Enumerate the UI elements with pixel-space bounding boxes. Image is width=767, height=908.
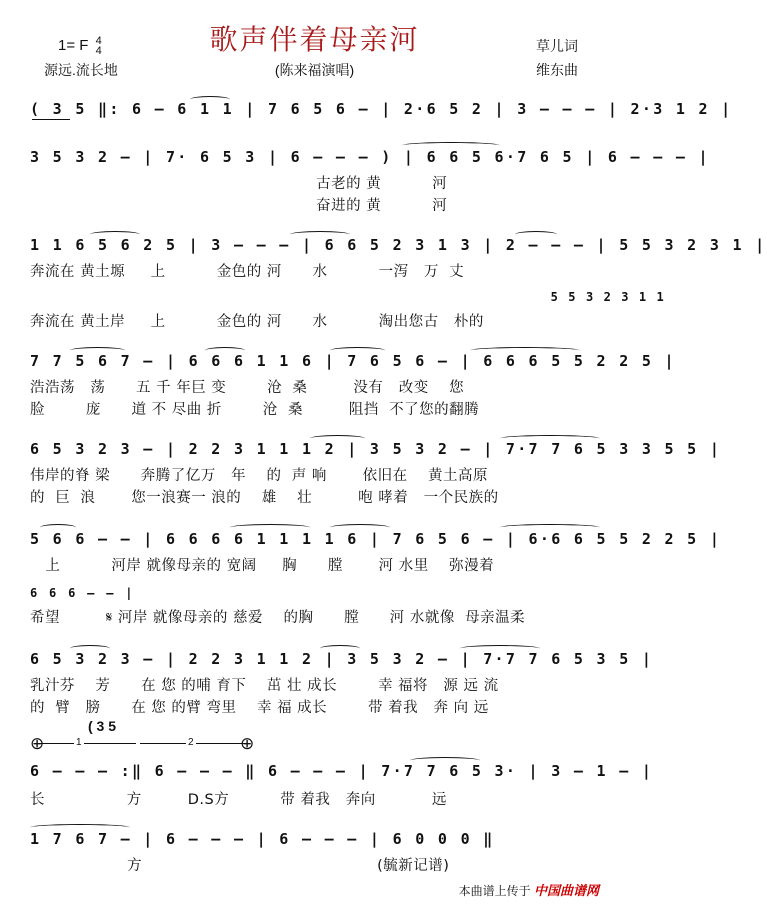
slur (330, 524, 390, 531)
notation-line: 6 5 3 2 3 – | 2 2 3 1 1 1 2 | 3 5 3 2 – | 7·7 7 6 5 3 3 5 5 | (30, 440, 722, 458)
slur (470, 347, 580, 354)
score-row-9 (30, 762, 654, 808)
source-label: 源远.流长地 (44, 62, 118, 78)
notation-line: ( 3 5 ‖: 6 – 6 1 1 | 7 6 5 6 – | 2·6 5 2 | 3 – – – | 2·3 1 2 | (30, 100, 733, 118)
slur (500, 435, 600, 442)
lyric-verse-1: 上 河岸 就像母亲的 宽阔 胸 膛 河 水里 弥漫着 (30, 558, 495, 574)
song-title: 歌声伴着母亲河 (209, 23, 420, 56)
site-logo[interactable]: 中国曲谱网 (533, 883, 599, 898)
singer-label: (陈来福演唱) (274, 62, 355, 78)
footer (459, 880, 599, 899)
lyric-verse-2: 奋进的 黄 河 (30, 198, 448, 214)
lyricist-label: 草儿词 (536, 38, 578, 54)
slur (190, 96, 230, 103)
volta-bracket-1 (36, 743, 136, 744)
score-row-5 (30, 440, 722, 506)
slur (205, 347, 245, 354)
slur (90, 231, 140, 238)
score-row-7 (30, 586, 600, 632)
notation-line: 1 1 6 5 6 2 5 | 3 – – – | 6 6 5 2 3 1 3 | 2 – – – | 5 5 3 2 3 1 | (30, 236, 767, 254)
score-row-3 (30, 236, 767, 286)
slur (460, 645, 540, 652)
volta-number-2: 2 (188, 737, 194, 748)
notation-line: 7 7 5 6 7 – | 6 6 6 1 1 6 | 7 6 5 6 – | 6 6 6 5 5 2 2 5 | (30, 352, 676, 370)
score-row-4 (30, 352, 676, 418)
composer-label: 维东曲 (536, 62, 578, 78)
key-signature (58, 36, 102, 56)
beam (32, 119, 70, 120)
slur (70, 347, 125, 354)
slur (290, 231, 350, 238)
notation-line: 6 5 3 2 3 – | 2 2 3 1 1 2 | 3 5 3 2 – | 7·7 7 6 5 3 5 | (30, 650, 654, 668)
slur (500, 524, 600, 531)
slur (320, 645, 360, 652)
slur (515, 231, 557, 238)
slur (410, 757, 480, 764)
score-row-1 (30, 100, 733, 130)
slur (40, 524, 76, 531)
notation-line: 5 5 3 2 3 1 1 (30, 290, 666, 304)
lyric-verse-2: 的 臂 膀 在 您 的臂 弯里 幸 福 成长 带 着我 奔 向 远 (30, 700, 489, 716)
lyric-verse-1: 乳汁芬 芳 在 您 的哺 育下 茁 壮 成长 幸 福将 源 远 流 (30, 678, 499, 694)
notation-line: 5 6 6 – – | 6 6 6 6 1 1 1 1 6 | 7 6 5 6 – | 6·6 6 5 5 2 2 5 | (30, 530, 722, 548)
notation-line: 6 – – – :‖ 6 – – – ‖ 6 – – – | 7·7 7 6 5 3· | 3 – 1 – | (30, 762, 654, 780)
score-row-3b (30, 290, 666, 336)
slur (230, 524, 310, 531)
time-signature (96, 36, 102, 56)
score-row-6 (30, 530, 722, 576)
pickup-note: ( 3 5 (88, 718, 117, 734)
lyric-verse-2: 脸 庞 道 不 尽曲 折 沧 桑 阻挡 不了您的翻腾 (30, 402, 480, 418)
footer-prefix: 本曲谱上传于 (458, 884, 531, 898)
score-row-8 (30, 650, 654, 716)
volta-number-1: 1 (76, 737, 82, 748)
slur (70, 645, 110, 652)
coda-icon: ⊕ (30, 734, 45, 753)
slur (310, 435, 365, 442)
notation-line: 6 6 6 – – | (30, 586, 135, 600)
time-top: 4 (95, 35, 102, 47)
time-bottom: 4 (95, 45, 102, 57)
lyric-verse-1: 浩浩荡 荡 五 千 年巨 变 沧 桑 没有 改变 您 (30, 380, 465, 396)
lyric-verse-2: 的 巨 浪 您一浪赛一 浪的 雄 壮 咆 哮着 一个民族的 (30, 490, 499, 506)
slur (30, 824, 130, 831)
notation-line: 3 5 3 2 – | 7· 6 5 3 | 6 – – – ) | 6 6 5 6·7 6 5 | 6 – – – | (30, 148, 710, 166)
slur (402, 142, 500, 149)
lyric-verse-1: 伟岸的脊 梁 奔腾了亿万 年 的 声 响 依旧在 黄土高原 (30, 468, 489, 484)
lyric-verse-1: 长 方 D.S方 带 着我 奔向 远 (30, 792, 447, 808)
lyric-verse-1: 奔流在 黄土塬 上 金色的 河 水 一泻 万 丈 (30, 264, 465, 280)
coda-icon: ⊕ (240, 734, 255, 753)
lyric-verse-2: 希望 𝄋 河岸 就像母亲的 慈爱 的胸 膛 河 水就像 母亲温柔 (30, 610, 526, 626)
lyric-verse-1: 古老的 黄 河 (30, 176, 448, 192)
key-label: 1= F (58, 36, 89, 54)
notation-line: 1 7 6 7 – | 6 – – – | 6 – – – | 6 0 0 0 ‖ (30, 830, 495, 848)
slur (330, 347, 385, 354)
score-row-10 (30, 830, 600, 876)
lyric-line: 方 (毓新记谱) (30, 858, 450, 874)
lyric-verse-2: 奔流在 黄土岸 上 金色的 河 水 淘出您古 朴的 (30, 314, 484, 330)
score-row-2 (30, 148, 710, 218)
